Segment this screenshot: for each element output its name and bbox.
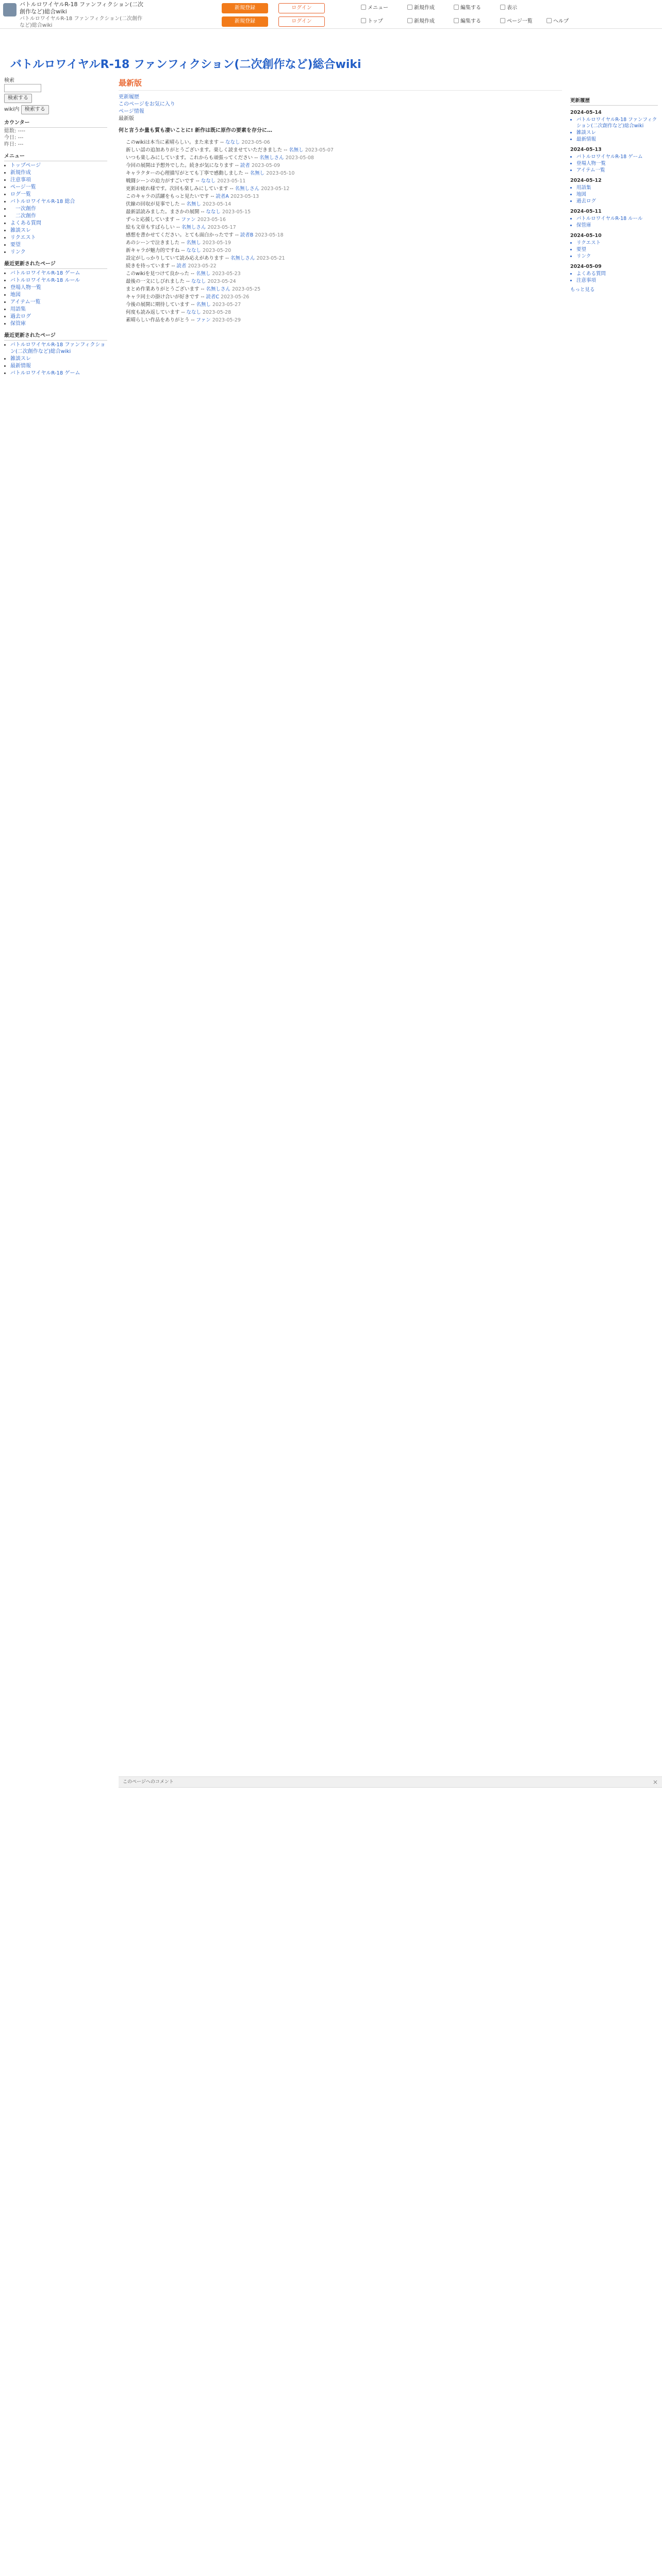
footer-list <box>4 342 107 377</box>
recent-change-item[interactable]: • 登場人物一覧 <box>576 161 658 167</box>
comment-item <box>126 139 562 146</box>
comment-author[interactable]: 名無し <box>289 147 304 153</box>
comment-date: 2023-05-07 <box>305 147 334 153</box>
comment-item <box>126 146 562 154</box>
comment-item <box>126 224 562 231</box>
comment-date: 2023-05-12 <box>261 186 290 192</box>
header-nav-item[interactable]: 新規作成 <box>407 16 435 27</box>
comment-author[interactable]: ファン <box>181 217 196 223</box>
header-menu-item[interactable]: 編集する <box>454 3 481 13</box>
comment-list <box>119 139 562 324</box>
comment-date: 2023-05-28 <box>202 310 231 315</box>
header-menu-item[interactable]: メニュー <box>361 3 388 13</box>
comment-text: 新キャラが魅力的ですね <box>126 248 180 253</box>
comment-text: いつも楽しみにしています。これからも頑張ってください <box>126 155 253 161</box>
recent-changes-date: 2024-05-10 <box>570 233 602 239</box>
menu-item[interactable]: よくある質問 <box>10 221 41 226</box>
view-icon <box>500 5 505 10</box>
menu-item[interactable]: 注意事項 <box>10 177 31 183</box>
menu-item[interactable]: 二次創作 <box>15 213 36 219</box>
recent-changes-date: 2024-05-09 <box>570 264 602 269</box>
header-nav-item[interactable]: ヘルプ <box>547 16 569 27</box>
comment-separator: -- <box>282 147 289 153</box>
footer-item[interactable]: バトルロワイヤルR-18 ゲーム <box>10 370 80 376</box>
option-search-button[interactable]: 検索する <box>21 105 49 114</box>
comment-date: 2023-05-14 <box>202 201 231 207</box>
comment-date: 2023-05-22 <box>188 263 217 269</box>
stats-line: 今日: --- <box>4 135 24 141</box>
comment-item <box>126 285 562 293</box>
comment-author[interactable]: ななし <box>201 178 216 184</box>
comment-date: 2023-05-10 <box>266 171 295 176</box>
comment-author[interactable]: 読者C <box>206 294 220 300</box>
sub-list <box>4 270 107 327</box>
meta-link[interactable]: ページ情報 <box>119 109 144 114</box>
comment-item <box>126 177 562 185</box>
comment-item <box>126 154 562 162</box>
comment-author[interactable]: ファン <box>196 317 211 323</box>
recent-change-item[interactable]: • 用語集 <box>576 185 658 191</box>
comment-text: このwikiは本当に素晴らしい。また来ます <box>126 140 219 145</box>
header-nav-item[interactable]: トップ <box>361 16 383 27</box>
comment-date: 2023-05-24 <box>207 279 236 284</box>
comment-item <box>126 316 562 324</box>
recent-change-item[interactable]: • 最新情報 <box>576 137 658 143</box>
comment-separator: -- <box>179 248 187 253</box>
comment-text: 最新話読みました。まさかの展開 <box>126 209 200 215</box>
comment-date: 2023-05-09 <box>251 163 280 168</box>
comment-text: ずっと応援しています <box>126 217 175 223</box>
recent-change-item[interactable]: • 地図 <box>576 192 658 198</box>
comment-date: 2023-05-25 <box>231 286 261 292</box>
comment-date: 2023-05-15 <box>222 209 251 215</box>
meta-current: 最新版 <box>119 116 134 122</box>
stats-title: カウンター <box>4 120 107 128</box>
recent-changes-day-list <box>570 117 658 143</box>
sub-item[interactable]: 用語集 <box>10 307 26 312</box>
comment-text: 更新お疲れ様です。次回も楽しみにしています <box>126 186 228 192</box>
comment-separator: -- <box>199 294 206 300</box>
comment-author[interactable]: ななし <box>186 248 201 253</box>
comment-separator: -- <box>228 186 235 192</box>
menu-item[interactable]: 要望 <box>10 242 21 248</box>
login-button-2[interactable]: ログイン <box>278 16 325 27</box>
menu-item[interactable]: リンク <box>10 249 26 255</box>
recent-changes-day-list <box>570 154 658 174</box>
comment-item <box>126 270 562 278</box>
comment-text: 続きを待っています <box>126 263 170 269</box>
comment-author[interactable]: 名無し <box>186 201 201 207</box>
stats-line: 昨日: --- <box>4 142 24 147</box>
comment-notice-bar <box>119 1776 662 1788</box>
top-bar <box>0 0 662 29</box>
recent-changes-day-list <box>570 185 658 205</box>
home-icon <box>361 18 366 23</box>
comment-date: 2023-05-29 <box>212 317 241 323</box>
comment-separator: -- <box>253 155 260 161</box>
recent-change-item[interactable]: • バトルロワイヤルR-18 ゲーム <box>576 154 658 160</box>
comment-date: 2023-05-17 <box>207 225 236 230</box>
comment-author[interactable]: ななし <box>206 209 221 215</box>
notice-text: このページへのコメント <box>123 1780 174 1785</box>
comment-separator: -- <box>199 209 206 215</box>
recent-change-item[interactable]: • リクエスト <box>576 240 658 246</box>
close-icon[interactable]: × <box>652 1778 658 1786</box>
recent-changes-date: 2024-05-11 <box>570 209 602 214</box>
recent-change-item[interactable]: • 過去ログ <box>576 198 658 205</box>
recent-changes-day-list <box>570 216 658 229</box>
comment-text: 今後の展開に期待しています <box>126 302 190 308</box>
comment-author[interactable]: 名無しさん <box>181 225 206 230</box>
menu-item[interactable]: 新規作成 <box>10 170 31 176</box>
main-content <box>119 77 562 324</box>
help-icon <box>547 18 552 23</box>
comment-separator: -- <box>170 263 177 269</box>
comment-author[interactable]: 読者 <box>176 263 187 269</box>
comment-author[interactable]: 読者B <box>240 232 254 238</box>
intro-text: 何と言うか量も質も凄いことに! 新作は既に原作の要素を存分に… <box>119 128 273 133</box>
comment-date: 2023-05-08 <box>285 155 314 161</box>
comment-date: 2023-05-11 <box>217 178 246 184</box>
comment-author[interactable]: 名無し <box>196 302 211 308</box>
left-sidebar <box>4 77 107 377</box>
comment-text: 感想を書かせてください。とても面白かったです <box>126 232 234 238</box>
comment-date: 2023-05-16 <box>197 217 226 223</box>
header-menu-item[interactable]: 表示 <box>500 3 517 13</box>
comment-item <box>126 262 562 270</box>
recent-change-item[interactable]: • 注意事項 <box>576 278 658 284</box>
comment-text: 今回の展開は予想外でした。続きが気になります <box>126 163 234 168</box>
footer-item[interactable]: 雑談スレ <box>10 356 31 362</box>
site-name[interactable]: バトルロワイヤルR-18 ファンフィクション(二次創作など)総合wiki <box>20 1 143 15</box>
comment-text: 新しい話の追加ありがとうございます。楽しく読ませていただきました <box>126 147 283 153</box>
list-icon <box>500 18 505 23</box>
comment-item <box>126 239 562 247</box>
comment-text: 素晴らしい作品をありがとう <box>126 317 190 323</box>
sub-item[interactable]: バトルロワイヤルR-18 ルール <box>10 278 80 283</box>
comment-author[interactable]: 名無しさん <box>206 286 230 292</box>
comment-item <box>126 208 562 216</box>
comment-item <box>126 216 562 224</box>
comment-separator: -- <box>209 194 216 199</box>
comment-text: あのシーンで泣きました <box>126 240 180 246</box>
comment-date: 2023-05-21 <box>256 256 285 261</box>
comment-text: このwikiを見つけて良かった <box>126 271 190 277</box>
search-label: 検索 <box>4 78 14 83</box>
comment-date: 2023-05-19 <box>202 240 231 246</box>
new-page-icon <box>407 5 412 10</box>
recent-changes-date: 2024-05-13 <box>570 147 602 152</box>
comment-item <box>126 247 562 255</box>
comment-author[interactable]: 名無し <box>195 271 211 277</box>
comment-separator: -- <box>243 171 250 176</box>
sub-item[interactable]: 過去ログ <box>10 314 31 319</box>
comment-author[interactable]: 名無しさん <box>235 186 260 192</box>
recent-change-item[interactable]: • リンク <box>576 253 658 260</box>
edit-icon <box>454 18 459 23</box>
menu-icon <box>361 5 366 10</box>
comment-author[interactable]: 名無し <box>186 240 201 246</box>
comment-separator: -- <box>179 310 187 315</box>
recent-change-item[interactable]: • バトルロワイヤルR-18 ファンフィクション(二次創作など)総合wiki <box>576 117 658 129</box>
right-sidebar <box>570 98 658 293</box>
comment-date: 2023-05-13 <box>230 194 259 199</box>
comment-date: 2023-05-18 <box>255 232 284 238</box>
option-search-label: wiki内 <box>4 107 20 112</box>
comment-text: キャラクターの心理描写がとても丁寧で感動しました <box>126 171 243 176</box>
header-menu-item[interactable]: 新規作成 <box>407 3 435 13</box>
comment-author[interactable]: 読者 <box>240 163 250 168</box>
recent-changes-title: 更新履歴 <box>570 98 658 106</box>
recent-change-item[interactable]: • 要望 <box>576 247 658 253</box>
recent-changes-date: 2024-05-12 <box>570 178 602 183</box>
comment-author[interactable]: 読者A <box>216 194 229 199</box>
site-name-sub: バトルロワイヤルR-18 ファンフィクション(二次創作など)総合wiki <box>20 16 143 28</box>
comment-separator: -- <box>224 256 230 261</box>
recent-change-item[interactable]: • バトルロワイヤルR-18 ルール <box>576 216 658 222</box>
menu-item[interactable]: リクエスト <box>10 235 36 241</box>
footer-item[interactable]: バトルロワイヤルR-18 ファンフィクション(二次創作など)総合wiki <box>10 342 106 354</box>
comment-item <box>126 170 562 177</box>
comment-text: 最後の一文にしびれました <box>126 279 185 284</box>
comment-text: 戦闘シーンの迫力がすごいです <box>126 178 194 184</box>
menu-item[interactable]: ページ一覧 <box>10 184 36 190</box>
header-nav-item[interactable]: ページ一覧 <box>500 16 533 27</box>
comment-text: 絵も文章もすばらしい <box>126 225 175 230</box>
comment-item <box>126 255 562 262</box>
comment-author[interactable]: ななし <box>191 279 206 284</box>
comment-separator: -- <box>189 271 196 277</box>
comment-text: まとめ作業ありがとうございます <box>126 286 200 292</box>
comment-item <box>126 301 562 309</box>
comment-text: 伏線の回収が見事でした <box>126 201 180 207</box>
comment-separator: -- <box>179 201 187 207</box>
recent-changes-list <box>570 110 658 284</box>
stats-line: 総数: ---- <box>4 128 25 134</box>
comment-separator: -- <box>219 140 225 145</box>
meta-link[interactable]: このページをお気に入り <box>119 101 175 107</box>
comment-item <box>126 309 562 316</box>
meta-links <box>119 94 562 123</box>
menu-item[interactable]: バトルロワイヤルR-18 総合 <box>10 199 75 205</box>
comment-author[interactable]: ななし <box>225 140 240 145</box>
comment-separator: -- <box>174 217 181 223</box>
comment-date: 2023-05-27 <box>212 302 241 308</box>
comment-date: 2023-05-23 <box>212 271 241 277</box>
sub-item[interactable]: 地図 <box>10 292 21 298</box>
page-title: 最新版 <box>119 77 562 91</box>
recent-change-item[interactable]: • アイテム一覧 <box>576 167 658 174</box>
comment-text: 設定がしっかりしていて読み応えがあります <box>126 256 224 261</box>
comment-item <box>126 185 562 193</box>
comment-item <box>126 200 562 208</box>
comment-text: 何度も読み返しています <box>126 310 180 315</box>
menu-item[interactable]: 雑談スレ <box>10 228 31 233</box>
register-button[interactable]: 新規登録 <box>222 3 268 13</box>
login-button[interactable]: ログイン <box>278 3 325 13</box>
recent-change-item[interactable]: • 保管庫 <box>576 223 658 229</box>
comment-separator: -- <box>185 279 191 284</box>
comment-text: このキャラの活躍をもっと見たいです <box>126 194 209 199</box>
comment-item <box>126 231 562 239</box>
comment-separator: -- <box>179 240 187 246</box>
more-link[interactable]: もっと見る <box>570 287 595 293</box>
recent-changes-date: 2024-05-14 <box>570 110 602 115</box>
comment-date: 2023-05-20 <box>202 248 231 253</box>
search-input[interactable] <box>4 84 41 92</box>
comment-item <box>126 293 562 301</box>
comment-date: 2023-05-06 <box>241 140 270 145</box>
recent-changes-day-list <box>570 271 658 284</box>
comment-separator: -- <box>194 178 201 184</box>
menu-title: メニュー <box>4 153 107 161</box>
edit-icon <box>454 5 459 10</box>
comment-author[interactable]: 名無しさん <box>230 256 255 261</box>
comment-author[interactable]: ななし <box>186 310 201 315</box>
comment-separator: -- <box>199 286 206 292</box>
comment-item <box>126 162 562 170</box>
menu-item[interactable]: トップページ <box>10 163 41 168</box>
sub-item[interactable]: 登場人物一覧 <box>10 285 41 291</box>
comment-separator: -- <box>189 317 196 323</box>
footer-title: 最近更新されたページ <box>4 332 107 341</box>
comment-author[interactable]: 名無しさん <box>259 155 284 161</box>
comment-separator: -- <box>189 302 196 308</box>
comment-item <box>126 193 562 200</box>
register-button-2[interactable]: 新規登録 <box>222 16 268 27</box>
menu-item[interactable]: 一次創作 <box>15 206 36 212</box>
comment-text: キャラ同士の掛け合いが好きです <box>126 294 200 300</box>
sub-item[interactable]: バトルロワイヤルR-18 ゲーム <box>10 270 80 276</box>
site-logo[interactable] <box>3 3 16 16</box>
comment-item <box>126 278 562 285</box>
sub-item[interactable]: 保管庫 <box>10 321 26 327</box>
meta-link[interactable]: 更新履歴 <box>119 94 139 100</box>
comment-separator: -- <box>234 163 240 168</box>
menu-item[interactable]: ログ一覧 <box>10 192 31 197</box>
recent-change-item[interactable]: • よくある質問 <box>576 271 658 277</box>
wiki-title[interactable]: バトルロワイヤルR-18 ファンフィクション(二次創作など)総合wiki <box>10 58 361 71</box>
recent-change-item[interactable]: • 雑談スレ <box>576 130 658 136</box>
menu-list <box>4 162 107 256</box>
header-nav-item[interactable]: 編集する <box>454 16 481 27</box>
sub-title: 最近更新されたページ <box>4 261 107 269</box>
comment-separator: -- <box>234 232 240 238</box>
comment-author[interactable]: 名無し <box>250 171 265 176</box>
recent-changes-day-list <box>570 240 658 260</box>
footer-item[interactable]: 最新情報 <box>10 363 31 369</box>
sub-item[interactable]: アイテム一覧 <box>10 299 41 305</box>
search-button[interactable]: 検索する <box>4 94 32 103</box>
comment-separator: -- <box>175 225 181 230</box>
new-page-icon <box>407 18 412 23</box>
comment-date: 2023-05-26 <box>221 294 250 300</box>
